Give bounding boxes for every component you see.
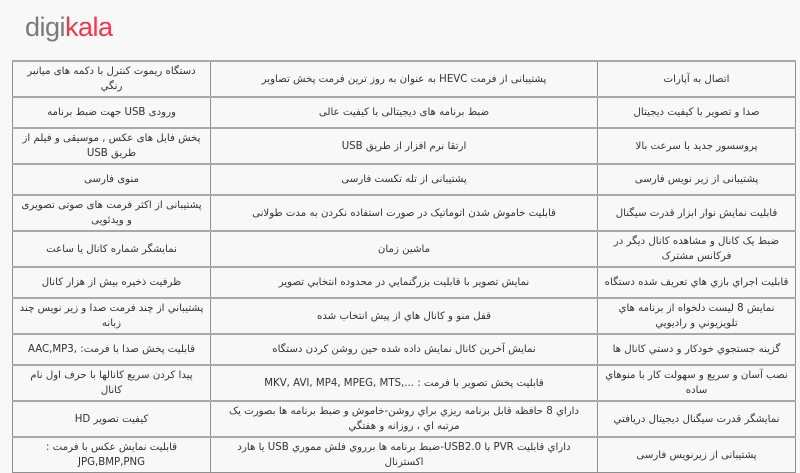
table-cell: نمایش 8 لیست دلخواه از برنامه هاي تلویزیوني و رادیویي <box>598 298 796 334</box>
table-row <box>13 97 796 128</box>
table-row <box>13 61 796 97</box>
table-cell: دستگاه ریموت کنترل با دکمه های میانبر رنگي <box>13 61 211 97</box>
table-cell: ضبط برنامه های دیجیتالی با کیفیت عالی <box>211 97 598 128</box>
table-row <box>13 267 796 298</box>
table-cell: ارتقا نرم افزار از طریق USB <box>211 128 598 164</box>
table-row <box>13 298 796 334</box>
table-cell: قابلیت پخش تصویر با فرمت : ...,MKV, AVI, MP4, MPEG, MTS <box>211 365 598 401</box>
table-row <box>13 437 796 473</box>
table-row <box>13 164 796 195</box>
table-cell: اتصال به آپارات <box>598 61 796 97</box>
table-cell: قفل منو و کانال هاي از پیش انتخاب شده <box>211 298 598 334</box>
table-row <box>13 231 796 267</box>
table-cell: قابلیت پخش صدا با فرمت: ,AAC,MP3 <box>13 334 211 365</box>
digikala-logo[interactable] <box>25 12 113 42</box>
table-cell: منوی فارسی <box>13 164 211 195</box>
table-cell: ضبط یک کانال و مشاهده کانال دیگر در فرکانس مشترک <box>598 231 796 267</box>
table-row <box>13 195 796 231</box>
table-cell: پخش فایل های عکس , موسیقی و فیلم از طریق USB <box>13 128 211 164</box>
logo-digi-text: digi <box>25 12 66 42</box>
table-cell: پشتیبانی از اکثر فرمت های صوتی تصویری و ویدئویی <box>13 195 211 231</box>
features-table <box>12 60 796 473</box>
table-row <box>13 365 796 401</box>
table-cell: قابلیت خاموش شدن اتوماتیک در صورت استفاده نکردن به مدت طولانی <box>211 195 598 231</box>
table-cell: قابلیت نمایش نوار ابزار قدرت سیگنال <box>598 195 796 231</box>
table-cell: پروسسور جدید با سرعت بالا <box>598 128 796 164</box>
table-row <box>13 334 796 365</box>
table-cell: پشتیبانی از فرمت HEVC به عنوان به روز ترین فرمت پخش تصاویر <box>211 61 598 97</box>
table-cell: پشتیبانی از زیر نویس فارسی <box>598 164 796 195</box>
logo-kala-text: kala <box>65 12 113 42</box>
table-cell: نمایش تصویر با قابلیت بزرگنمایي در محدوده انتخابي تصویر <box>211 267 598 298</box>
table-cell: نمایش آخرین کانال نمایش داده شده حین روشن کردن دستگاه <box>211 334 598 365</box>
table-cell: پشتیبانی از تله تکست فارسی <box>211 164 598 195</box>
table-cell: ماشین زمان <box>211 231 598 267</box>
table-cell: نمایشگر شماره کانال یا ساعت <box>13 231 211 267</box>
table-cell: نمایشگر قدرت سیگنال دیجیتال دریافتي <box>598 401 796 437</box>
table-cell: پیدا کردن سریع کانالها با حرف اول نام کانال <box>13 365 211 401</box>
table-cell: پشتیباني از چند فرمت صدا و زیر نویس چند زبانه <box>13 298 211 334</box>
table-cell: گزینه جستجوي خودکار و دستي کانال ها <box>598 334 796 365</box>
table-cell: ظرفیت ذخیره بیش از هزار کانال <box>13 267 211 298</box>
table-cell: نصب آسان و سریع و سهولت کار با منوهاي ساده <box>598 365 796 401</box>
table-cell: ورودی USB جهت ضبط برنامه <box>13 97 211 128</box>
table-cell: کیفیت تصویر HD <box>13 401 211 437</box>
table-row <box>13 401 796 437</box>
table-cell: پشتیبانی از زیرنویس فارسی <box>598 437 796 473</box>
table-cell: صدا و تصویر با کیفیت دیجیتال <box>598 97 796 128</box>
table-row <box>13 128 796 164</box>
table-cell: قابلیت نمایش عکس با فرمت : JPG,BMP,PNG <box>13 437 211 473</box>
table-cell: داراي قابلیت PVR با USB2.0-ضبط برنامه ها برروي فلش مموري USB یا هارد اکسترنال <box>211 437 598 473</box>
features-table-body <box>13 61 796 473</box>
table-cell: داراي 8 حافظه قابل برنامه ریزي براي روشن-خاموش و ضبط برنامه ها بصورت یک مرتبه اي ، روزانه و هفتگي <box>211 401 598 437</box>
table-cell: قابلیت اجراي بازي هاي تعریف شده دستگاه <box>598 267 796 298</box>
